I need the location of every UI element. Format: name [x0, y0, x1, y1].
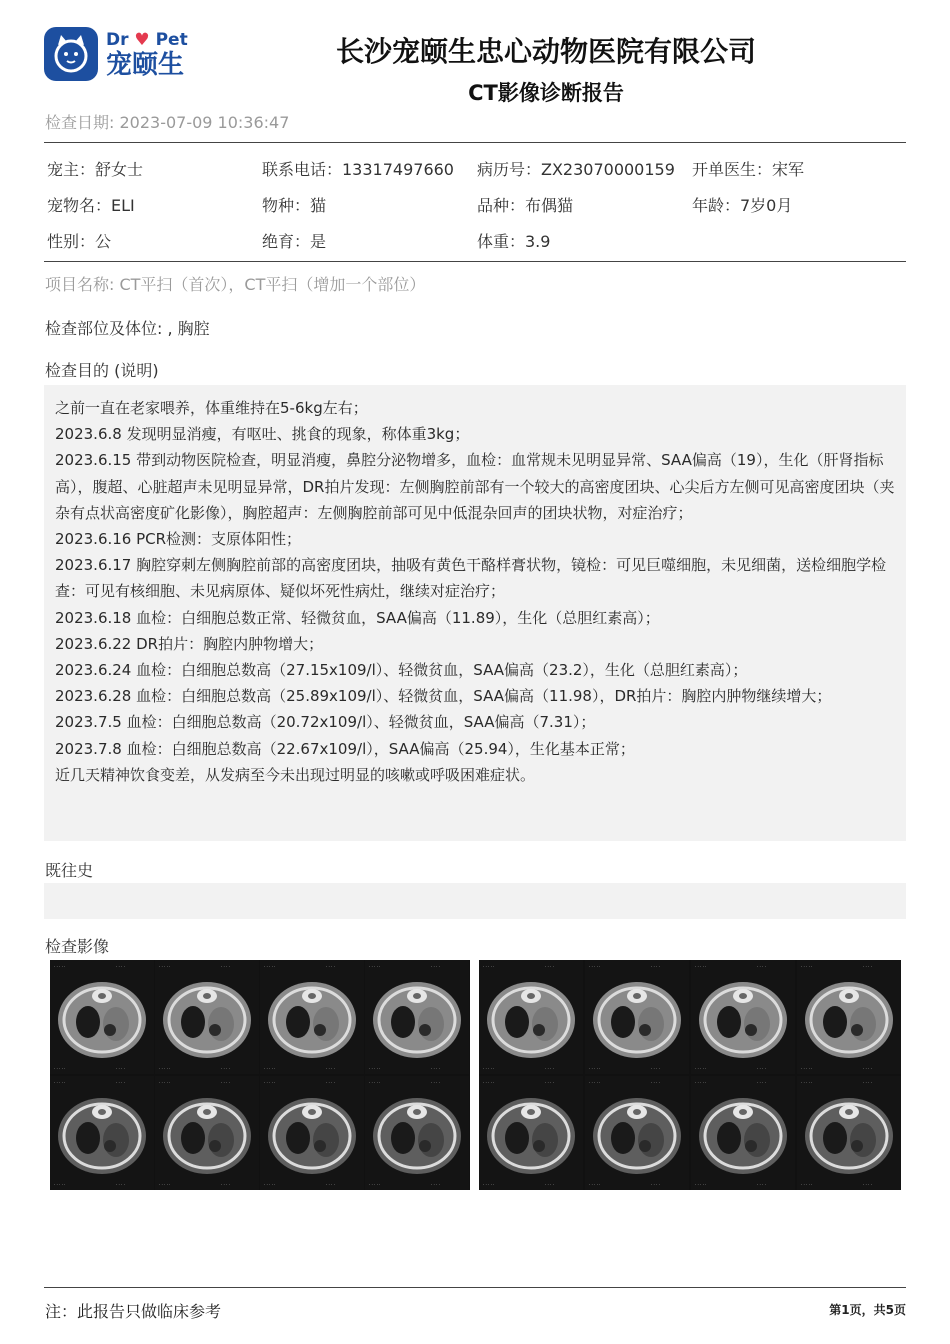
svg-text:· · · ·: · · · · [651, 964, 660, 969]
svg-text:· · · ·: · · · · [757, 1066, 766, 1071]
exam-site: 检查部位及体位: , 胸腔 [45, 319, 210, 338]
info-divider [44, 261, 906, 262]
ct-slice [365, 1076, 469, 1190]
svg-text:· · · · ·: · · · · · [589, 964, 601, 969]
svg-text:· · · ·: · · · · [431, 1182, 440, 1187]
purpose-line: 2023.6.18 血检：白细胞总数正常、轻微贫血，SAA偏高（11.89），生化（总胆红素高）； [55, 608, 660, 627]
svg-text:· · · · ·: · · · · · [54, 964, 66, 969]
svg-text:· · · · ·: · · · · · [483, 964, 495, 969]
phone-field: 联系电话：13317497660 [262, 160, 454, 179]
svg-text:· · · · ·: · · · · · [801, 1182, 813, 1187]
ct-slice [260, 960, 364, 1074]
svg-text:· · · ·: · · · · [651, 1080, 660, 1085]
ct-slice [50, 1076, 154, 1190]
ct-slice [155, 1076, 259, 1190]
ct-slice [260, 1076, 364, 1190]
purpose-label: 检查目的 (说明) [45, 361, 159, 380]
svg-text:· · · · ·: · · · · · [801, 1080, 813, 1085]
svg-text:· · · ·: · · · · [116, 964, 125, 969]
svg-text:· · · · ·: · · · · · [695, 964, 707, 969]
images-label: 检查影像 [45, 937, 110, 956]
ct-slice [479, 960, 583, 1074]
svg-text:· · · ·: · · · · [863, 1080, 872, 1085]
svg-text:· · · · ·: · · · · · [369, 1182, 381, 1187]
purpose-line: 之前一直在老家喂养，体重维持在5-6kg左右； [55, 399, 368, 417]
sex-field: 性别：公 [47, 232, 112, 251]
project-name: 项目名称: CT平扫（首次），CT平扫（增加一个部位） [45, 275, 426, 294]
svg-text:· · · · ·: · · · · · [695, 1080, 707, 1085]
purpose-line: 近几天精神饮食变差，从发病至今未出现过明显的咳嗽或呼吸困难症状。 [55, 765, 536, 784]
species-field: 物种：猫 [262, 196, 327, 215]
purpose-box [44, 385, 906, 841]
svg-text:· · · ·: · · · · [221, 1066, 230, 1071]
hospital-name: 长沙宠颐生忠心动物医院有限公司 [335, 35, 756, 68]
svg-text:· · · · ·: · · · · · [369, 964, 381, 969]
ct-slice [155, 960, 259, 1074]
svg-text:· · · · ·: · · · · · [589, 1182, 601, 1187]
svg-text:· · · · ·: · · · · · [159, 1080, 171, 1085]
purpose-text [55, 395, 899, 788]
svg-text:· · · ·: · · · · [326, 964, 335, 969]
breed-field: 品种：布偶猫 [477, 196, 574, 215]
ct-slice [479, 1076, 583, 1190]
svg-text:· · · ·: · · · · [221, 1182, 230, 1187]
svg-text:· · · ·: · · · · [757, 1182, 766, 1187]
svg-text:· · · · ·: · · · · · [264, 1080, 276, 1085]
svg-text:· · · ·: · · · · [545, 964, 554, 969]
svg-text:· · · ·: · · · · [651, 1182, 660, 1187]
svg-text:· · · · ·: · · · · · [159, 1066, 171, 1071]
svg-text:· · · · ·: · · · · · [159, 964, 171, 969]
purpose-line: 2023.6.17 胸腔穿刺左侧胸腔前部的高密度团块，抽吸有黄色干酪样膏状物，镜检：可见巨噬细胞，未见细菌，送检细胞学检查：可见有核细胞、未见病原体、疑似坏死性病灶，继续对症治疗； [55, 556, 887, 601]
svg-text:· · · · ·: · · · · · [695, 1066, 707, 1071]
owner-field: 宠主：舒女士 [47, 160, 144, 179]
svg-text:· · · ·: · · · · [757, 1080, 766, 1085]
ct-image-panel-left[interactable] [50, 960, 470, 1190]
svg-text:· · · · ·: · · · · · [264, 964, 276, 969]
svg-text:· · · ·: · · · · [116, 1080, 125, 1085]
svg-text:· · · ·: · · · · [545, 1182, 554, 1187]
ct-slice [797, 960, 901, 1074]
svg-text:· · · · ·: · · · · · [264, 1066, 276, 1071]
svg-text:· · · ·: · · · · [221, 1080, 230, 1085]
exam-date: 检查日期: 2023-07-09 10:36:47 [45, 113, 290, 132]
purpose-line: 2023.6.22 DR拍片：胸腔内肿物增大； [55, 634, 324, 653]
purpose-line: 2023.6.15 带到动物医院检查，明显消瘦，鼻腔分泌物增多，血检：血常规未见明显异常、SAA偏高（19），生化（肝肾指标高），腹超、心脏超声未见明显异常，DR拍片发现：左侧胸腔前部有一个较大的高密度团块、心尖后方左侧可见高密度团块（夹杂有点状高密度矿化影像），胸腔超声：左侧胸腔前部可见中低混杂回声的团块状物，对症治疗； [55, 451, 895, 522]
svg-text:· · · ·: · · · · [651, 1066, 660, 1071]
purpose-line: 2023.6.8 发现明显消瘦，有呕吐、挑食的现象，称体重3kg； [55, 425, 470, 444]
weight-field: 体重：3.9 [477, 232, 551, 251]
svg-text:· · · · ·: · · · · · [369, 1066, 381, 1071]
svg-text:· · · · ·: · · · · · [369, 1080, 381, 1085]
svg-text:· · · ·: · · · · [326, 1182, 335, 1187]
svg-text:· · · · ·: · · · · · [801, 1066, 813, 1071]
header-divider [44, 142, 906, 143]
svg-text:· · · ·: · · · · [757, 964, 766, 969]
svg-text:· · · · ·: · · · · · [54, 1182, 66, 1187]
report-title: CT影像诊断报告 [468, 81, 624, 105]
svg-text:· · · ·: · · · · [326, 1066, 335, 1071]
history-box [44, 883, 906, 919]
pet-name-field: 宠物名：ELI [47, 196, 135, 215]
svg-text:· · · ·: · · · · [116, 1066, 125, 1071]
svg-text:· · · · ·: · · · · · [589, 1066, 601, 1071]
svg-text:· · · ·: · · · · [431, 1080, 440, 1085]
ct-slice [691, 960, 795, 1074]
ct-image-panel-right[interactable] [479, 960, 901, 1190]
svg-text:· · · · ·: · · · · · [54, 1080, 66, 1085]
purpose-line: 2023.7.8 血检：白细胞总数高（22.67x109/l），SAA偏高（25.94），生化基本正常； [55, 739, 635, 758]
svg-text:· · · · ·: · · · · · [483, 1066, 495, 1071]
doctor-field: 开单医生：宋军 [692, 160, 805, 179]
brand-cn: 宠颐生 [106, 50, 185, 80]
svg-text:· · · · ·: · · · · · [264, 1182, 276, 1187]
svg-text:· · · ·: · · · · [116, 1182, 125, 1187]
neutered-field: 绝育：是 [262, 232, 327, 251]
svg-text:· · · ·: · · · · [545, 1066, 554, 1071]
age-field: 年龄：7岁0月 [692, 196, 793, 215]
footer-divider [44, 1287, 906, 1288]
svg-text:· · · · ·: · · · · · [695, 1182, 707, 1187]
svg-text:· · · ·: · · · · [545, 1080, 554, 1085]
ct-slice [691, 1076, 795, 1190]
svg-text:· · · · ·: · · · · · [801, 964, 813, 969]
heart-icon: ♥ [134, 30, 150, 50]
record-no-field: 病历号：ZX23070000159 [477, 160, 675, 179]
purpose-line: 2023.7.5 血检：白细胞总数高（20.72x109/l）、轻微贫血，SAA偏高（7.31）； [55, 713, 596, 732]
ct-slice [585, 960, 689, 1074]
purpose-line: 2023.6.16 PCR检测：支原体阳性； [55, 530, 302, 549]
ct-slice [585, 1076, 689, 1190]
svg-text:· · · · ·: · · · · · [483, 1080, 495, 1085]
ct-slice [797, 1076, 901, 1190]
svg-text:· · · ·: · · · · [863, 1182, 872, 1187]
ct-slice [50, 960, 154, 1074]
brand-en: Dr ♥ Pet [106, 30, 188, 50]
history-label: 既往史 [45, 861, 94, 880]
svg-text:· · · ·: · · · · [221, 964, 230, 969]
ct-slice [365, 960, 469, 1074]
svg-text:· · · ·: · · · · [326, 1080, 335, 1085]
footer-note: 注：此报告只做临床参考 [45, 1302, 222, 1321]
purpose-line: 2023.6.28 血检：白细胞总数高（25.89x109/l）、轻微贫血，SAA偏高（11.98），DR拍片：胸腔内肿物继续增大； [55, 687, 832, 706]
svg-text:· · · ·: · · · · [863, 1066, 872, 1071]
svg-text:· · · · ·: · · · · · [589, 1080, 601, 1085]
svg-text:· · · · ·: · · · · · [159, 1182, 171, 1187]
svg-text:· · · ·: · · · · [863, 964, 872, 969]
purpose-line: 2023.6.24 血检：白细胞总数高（27.15x109/l）、轻微贫血，SAA偏高（23.2），生化（总胆红素高）； [55, 661, 748, 680]
svg-text:· · · · ·: · · · · · [54, 1066, 66, 1071]
page-number: 第1页，共5页 [829, 1303, 906, 1317]
svg-text:· · · ·: · · · · [431, 1066, 440, 1071]
svg-text:· · · · ·: · · · · · [483, 1182, 495, 1187]
svg-text:· · · ·: · · · · [431, 964, 440, 969]
